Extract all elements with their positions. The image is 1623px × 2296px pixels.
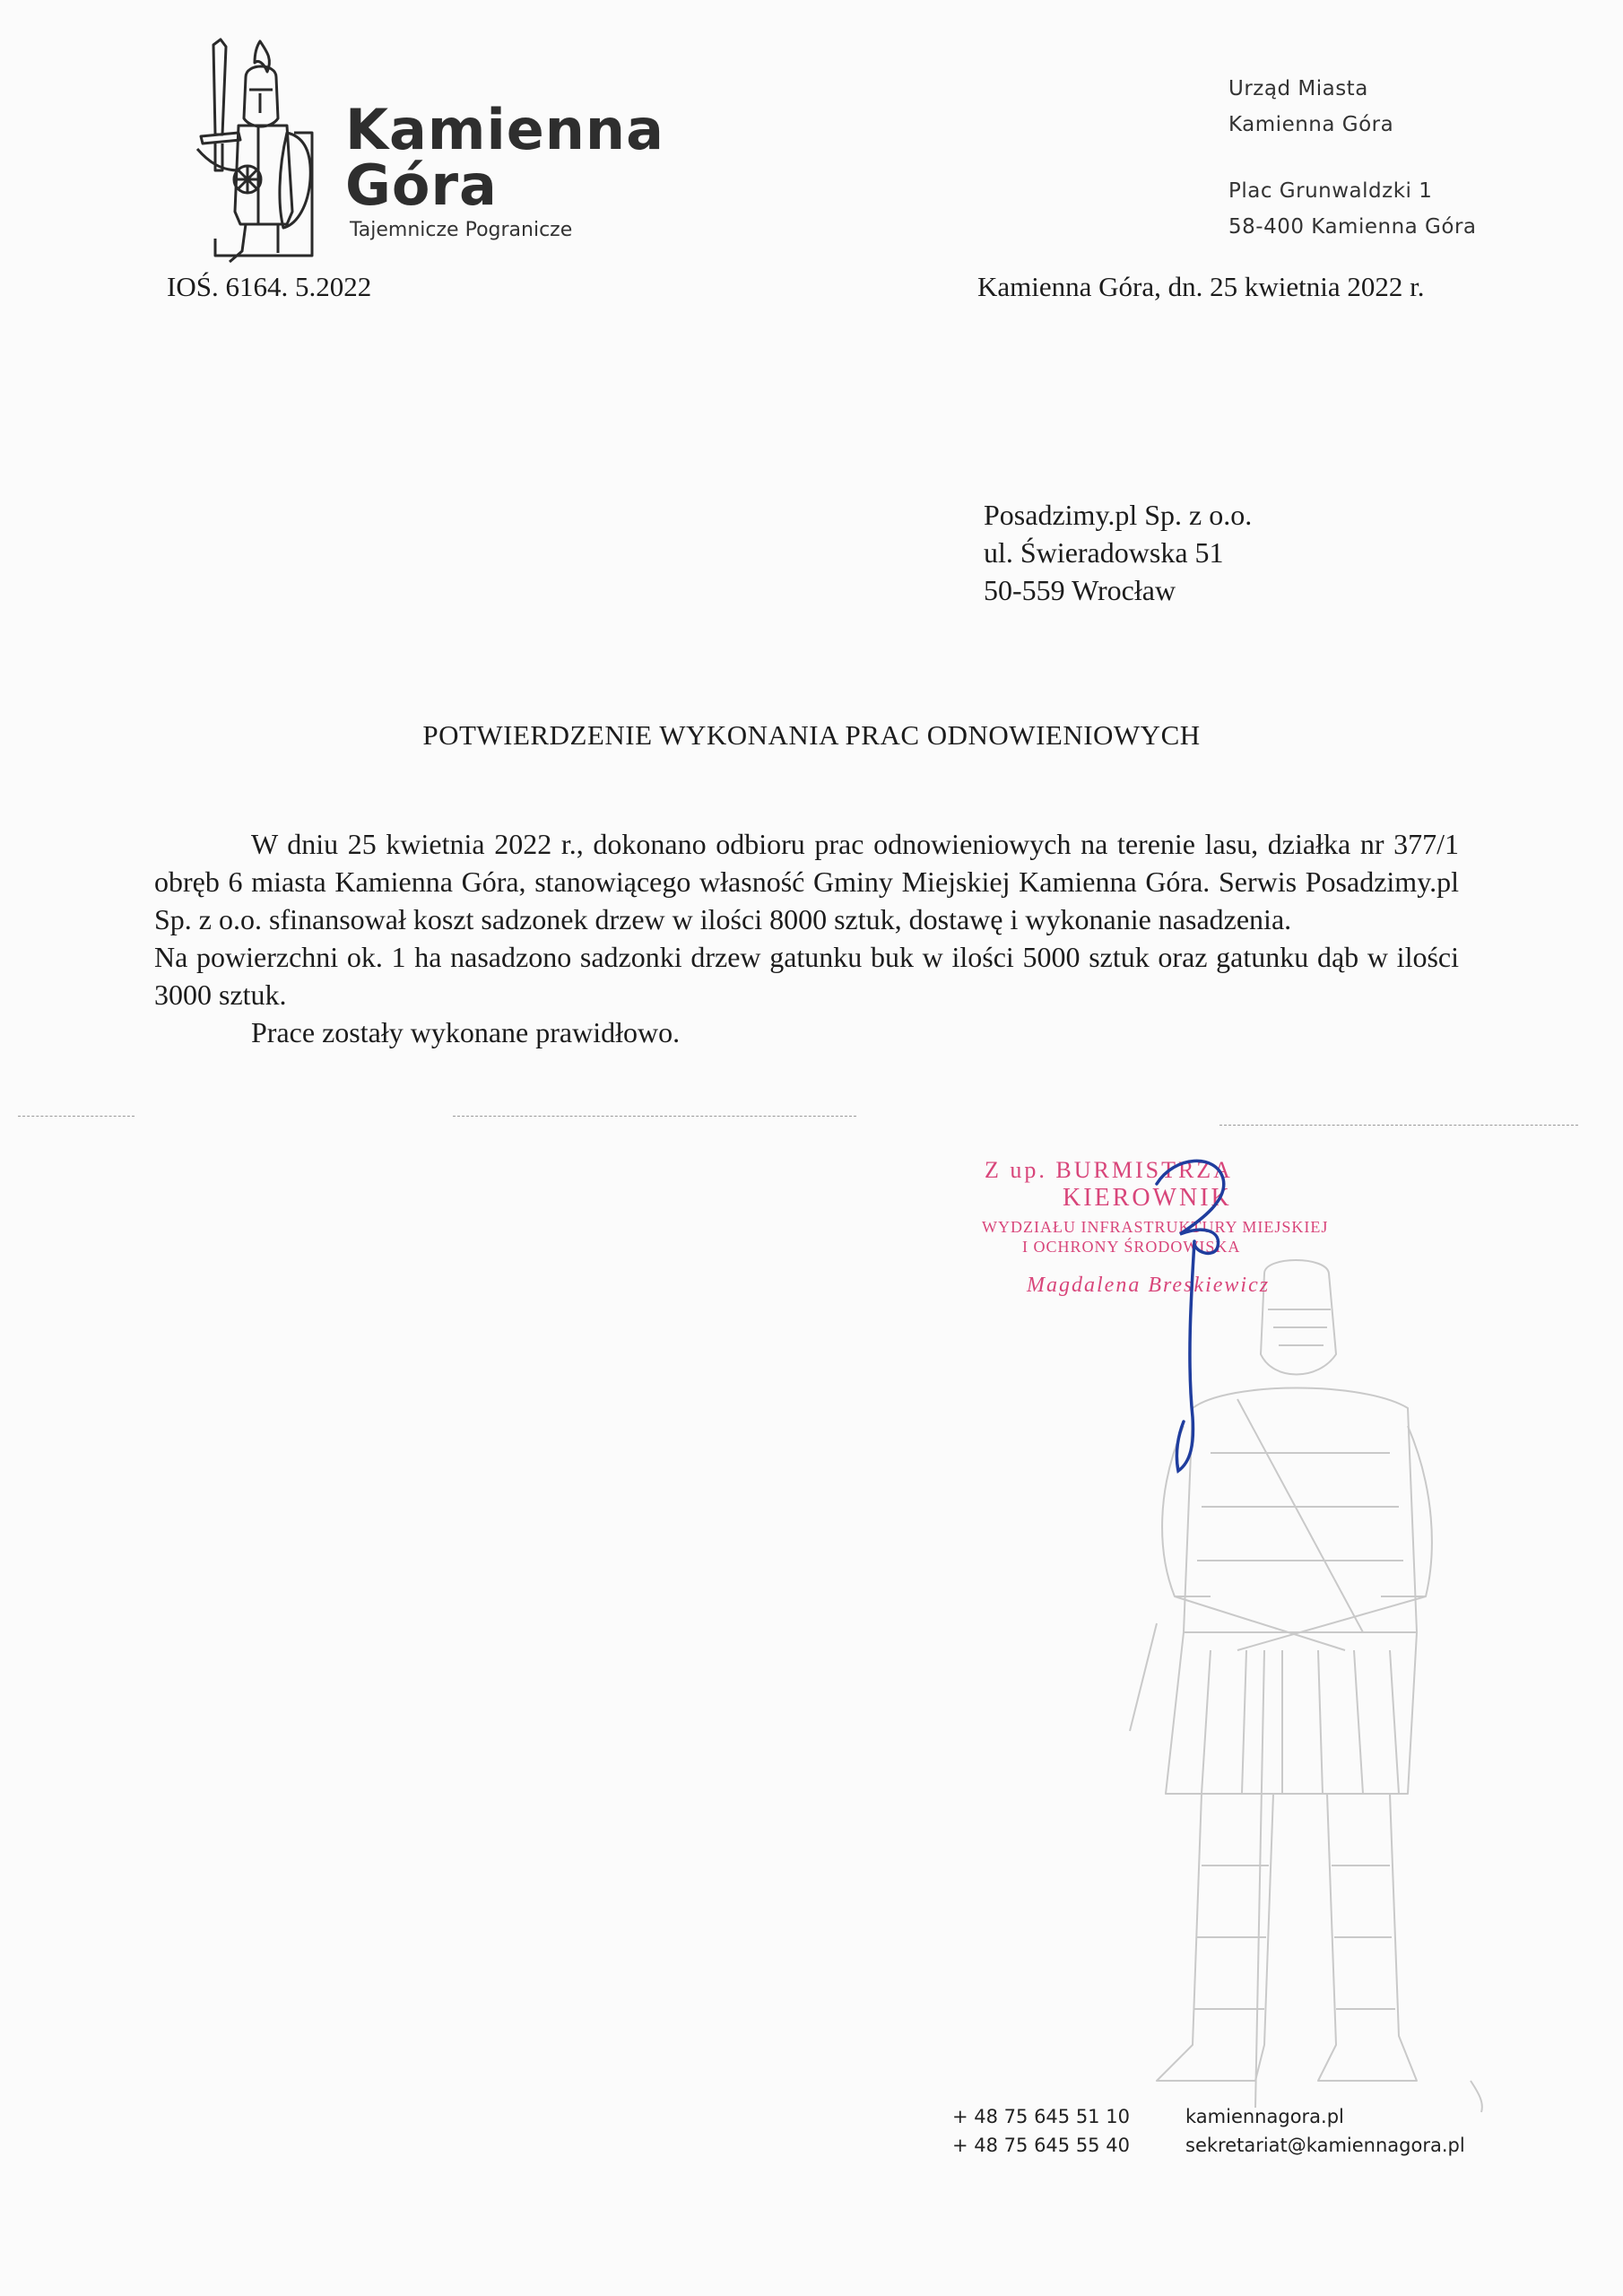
footer-phone-2: + 48 75 645 55 40: [952, 2135, 1130, 2156]
handwritten-signature: [1139, 1148, 1237, 1489]
body-paragraph-2: Na powierzchni ok. 1 ha nasadzono sadzonki drzew gatunku buk w ilości 5000 sztuk oraz gatunku dąb w ilości 3000 sztuk.: [154, 941, 1459, 1011]
recipient-street: ul. Świeradowska 51: [984, 536, 1224, 569]
recipient-company: Posadzimy.pl Sp. z o.o.: [984, 499, 1253, 531]
recipient-city: 50-559 Wrocław: [984, 574, 1176, 606]
office-name: Urząd Miasta: [1228, 77, 1368, 100]
body-paragraph-3: Prace zostały wykonane prawidłowo.: [251, 1016, 681, 1048]
logo-tagline: Tajemnicze Pogranicze: [350, 219, 573, 241]
knight-emblem-icon: [161, 36, 314, 269]
body-paragraph-1: W dniu 25 kwietnia 2022 r., dokonano odbioru prac odnowieniowych na terenie lasu, działka nr 377/1 obręb 6 miasta Kamienna Góra, stanowiącego własność Gminy Miejskiej Kamienna Góra. Serwis Posadzimy.pl Sp. z o.o. sfinansował koszt sadzonek drzew w ilości 8000 sztuk, dostawę i wykonanie nasadzenia.: [154, 828, 1459, 935]
footer-website-link[interactable]: kamiennagora.pl: [1185, 2106, 1344, 2127]
footer-phone-1: + 48 75 645 51 10: [952, 2106, 1130, 2127]
reference-number: IOŚ. 6164. 5.2022: [167, 271, 372, 302]
stamp-department: WYDZIAŁU INFRASTRUKTURY MIEJSKIEJ: [982, 1218, 1329, 1236]
office-city: Kamienna Góra: [1228, 113, 1394, 136]
office-postcode: 58-400 Kamienna Góra: [1228, 215, 1477, 239]
divider-right: [1219, 1125, 1578, 1126]
date-line: Kamienna Góra, dn. 25 kwietnia 2022 r.: [977, 271, 1425, 302]
stamp-authority: Z up. BURMISTRZA: [985, 1157, 1233, 1183]
divider-middle: [453, 1116, 856, 1117]
knight-watermark-icon: [1076, 1256, 1488, 2117]
logo-name-gora: Góra: [345, 152, 498, 218]
letter-body: [154, 825, 1459, 1051]
office-street: Plac Grunwaldzki 1: [1228, 179, 1433, 203]
divider-left: [18, 1116, 135, 1117]
document-title: POTWIERDZENIE WYKONANIA PRAC ODNOWIENIOWYCH: [422, 719, 1201, 751]
logo-name-kamienna: Kamienna: [345, 97, 664, 162]
stamp-position: KIEROWNIK: [1063, 1184, 1232, 1212]
stamp-official-name: Magdalena Breskiewicz: [1027, 1274, 1271, 1297]
footer-email-link[interactable]: sekretariat@kamiennagora.pl: [1185, 2135, 1465, 2156]
stamp-department-2: I OCHRONY ŚRODOWISKA: [1022, 1238, 1241, 1256]
